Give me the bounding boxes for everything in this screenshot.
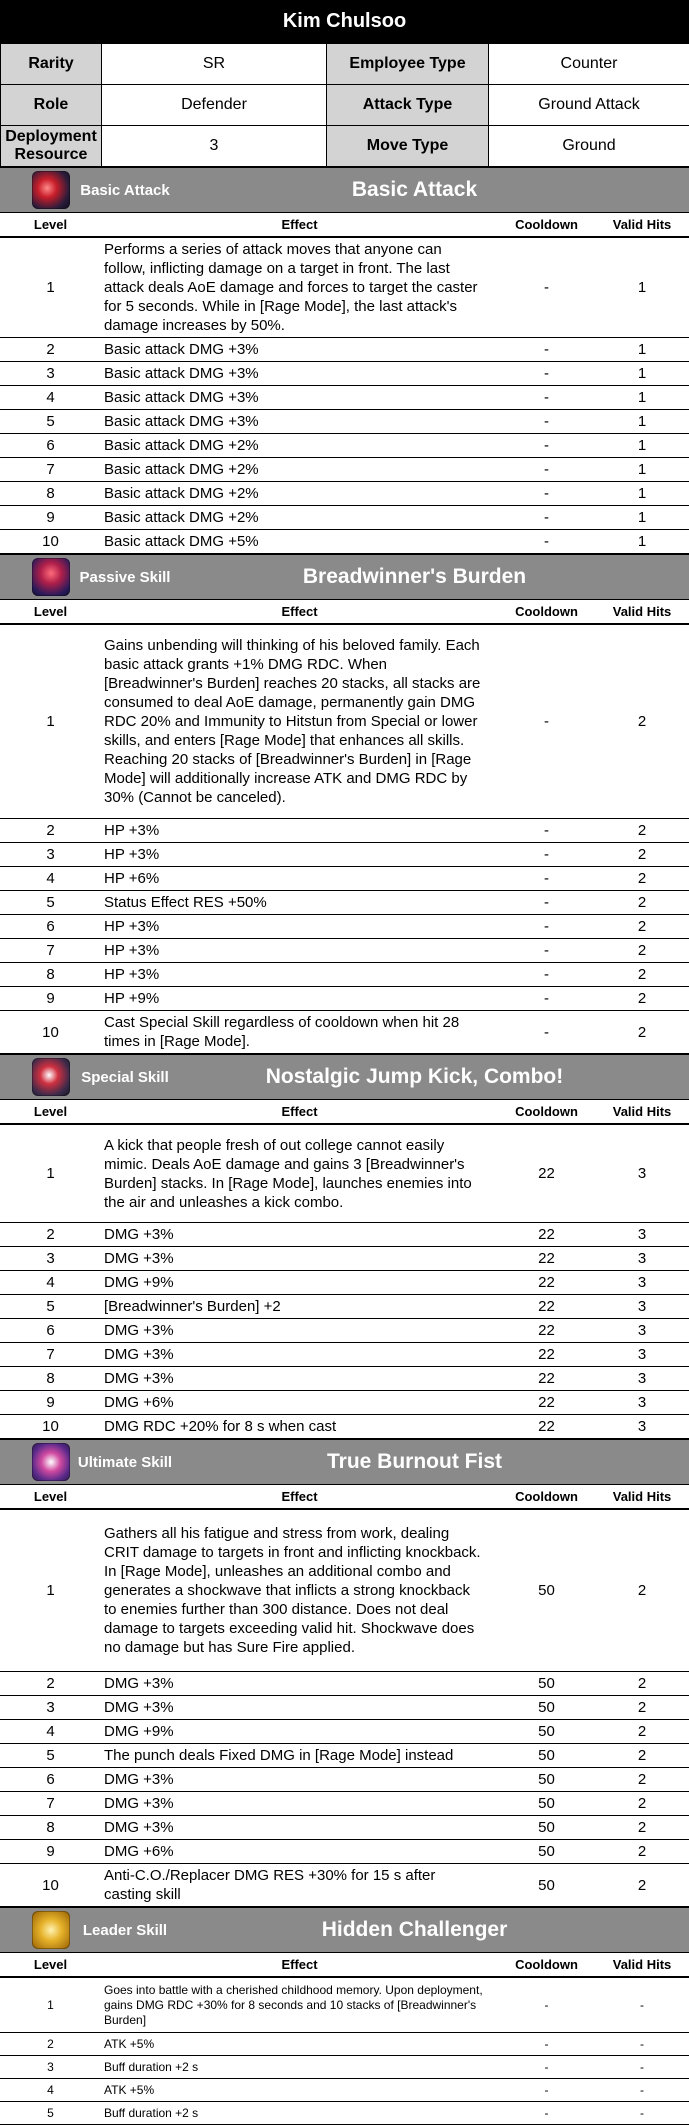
effect-cell: Basic attack DMG +2% [101,482,498,506]
effect-cell: DMG +3% [101,1816,498,1840]
table-row [0,963,689,987]
effect-cell: DMG +3% [101,1343,498,1367]
effect-cell: Goes into battle with a cherished childhood memory. Upon deployment, gains DMG RDC +30% for 8 seconds and 10 stacks of [Breadwinner's Burden] [101,1977,498,2033]
effect-cell: HP +6% [101,867,498,891]
valid-hits-cell: - [595,2102,689,2125]
cooldown-cell: - [498,506,595,530]
cooldown-cell: - [498,2033,595,2056]
valid-hits-cell: 3 [595,1271,689,1295]
valid-hits-cell: - [595,2056,689,2079]
level-cell: 3 [0,362,101,386]
employee-type-value: Counter [489,44,689,85]
cooldown-cell: - [498,987,595,1011]
effect-cell: Basic attack DMG +3% [101,386,498,410]
table-row [0,1816,689,1840]
cooldown-cell: 50 [498,1720,595,1744]
table-row [0,2056,689,2079]
cooldown-column-header: Cooldown [498,600,595,625]
skills-container [0,167,689,2125]
cooldown-cell: 50 [498,1744,595,1768]
effect-cell: Basic attack DMG +2% [101,506,498,530]
valid-hits-cell: 3 [595,1124,689,1223]
level-cell: 4 [0,386,101,410]
valid-hits-cell: 1 [595,530,689,554]
level-cell: 6 [0,1768,101,1792]
effect-cell: DMG +3% [101,1319,498,1343]
table-row [0,1295,689,1319]
leader-skill-icon [32,1911,70,1949]
passive-skill-icon [32,558,70,596]
level-cell: 8 [0,1816,101,1840]
effect-cell: Gathers all his fatigue and stress from work, dealing CRIT damage to targets in front and inflicting knockback. In [Rage Mode], unleashes an additional combo and generates a shockwave that inflicts a strong knockback to enemies further than 300 distance. Does not deal damage to targets exceeding valid hit. Shockwave does no damage but has Sure Fire applied. [101,1509,498,1672]
table-row [0,2033,689,2056]
skill-name: Hidden Challenger [180,1918,689,1942]
level-cell: 3 [0,1696,101,1720]
cooldown-cell: 50 [498,1768,595,1792]
valid-hits-cell: 3 [595,1343,689,1367]
cooldown-cell: - [498,338,595,362]
skill-table-header [0,213,689,238]
level-cell: 1 [0,237,101,338]
skill-section [0,167,689,554]
skill-table [0,212,689,554]
effect-cell: DMG RDC +20% for 8 s when cast [101,1415,498,1439]
table-row [0,1672,689,1696]
valid-hits-cell: 3 [595,1223,689,1247]
move-type-label: Move Type [327,126,489,167]
effect-cell: DMG +9% [101,1720,498,1744]
table-row [0,1977,689,2033]
effect-cell: Basic attack DMG +3% [101,410,498,434]
effect-cell: DMG +3% [101,1247,498,1271]
skill-table-header [0,1485,689,1510]
deployment-value: 3 [102,126,327,167]
effect-cell: Basic attack DMG +3% [101,362,498,386]
skill-type: Special Skill [70,1069,180,1086]
level-cell: 6 [0,915,101,939]
effect-cell: HP +3% [101,915,498,939]
skill-name: Nostalgic Jump Kick, Combo! [180,1065,689,1089]
cooldown-column-header: Cooldown [498,1485,595,1510]
table-row [0,1744,689,1768]
table-row [0,624,689,819]
level-cell: 5 [0,1744,101,1768]
level-cell: 9 [0,987,101,1011]
table-row [0,915,689,939]
valid-hits-cell: - [595,1977,689,2033]
cooldown-cell: - [498,434,595,458]
valid-hits-cell: 2 [595,867,689,891]
skill-header [0,167,689,212]
skill-header [0,1054,689,1099]
cooldown-cell: - [498,915,595,939]
level-cell: 7 [0,939,101,963]
table-row [0,1391,689,1415]
valid-hits-cell: 3 [595,1295,689,1319]
level-cell: 2 [0,819,101,843]
valid-hits-cell: 2 [595,939,689,963]
valid-hits-cell: 2 [595,915,689,939]
table-row [0,1696,689,1720]
skill-type: Ultimate Skill [70,1454,180,1471]
skill-table [0,599,689,1054]
level-cell: 3 [0,2056,101,2079]
level-cell: 7 [0,458,101,482]
effect-cell: A kick that people fresh of out college cannot easily mimic. Deals AoE damage and gains 3 [Breadwinner's Burden] stacks. In [Rage Mode], launches enemies into the air and unleashes a kick combo. [101,1124,498,1223]
valid-hits-column-header: Valid Hits [595,1953,689,1978]
table-row [0,530,689,554]
effect-cell: DMG +3% [101,1223,498,1247]
rarity-value: SR [102,44,327,85]
cooldown-cell: - [498,891,595,915]
level-cell: 4 [0,2079,101,2102]
valid-hits-cell: - [595,2033,689,2056]
cooldown-cell: - [498,410,595,434]
cooldown-cell: 22 [498,1271,595,1295]
effect-cell: ATK +5% [101,2033,498,2056]
level-column-header: Level [0,600,101,625]
table-row [0,1343,689,1367]
valid-hits-cell: 1 [595,506,689,530]
skill-section [0,1054,689,1439]
valid-hits-cell: 2 [595,1864,689,1907]
table-row [0,1864,689,1907]
skill-section [0,1439,689,1907]
level-cell: 8 [0,482,101,506]
effect-cell: Basic attack DMG +5% [101,530,498,554]
table-row [0,2102,689,2125]
effect-cell: Buff duration +2 s [101,2056,498,2079]
cooldown-cell: - [498,867,595,891]
table-row [0,386,689,410]
table-row [0,1319,689,1343]
valid-hits-column-header: Valid Hits [595,600,689,625]
effect-column-header: Effect [101,1100,498,1125]
role-label: Role [1,85,102,126]
cooldown-cell: - [498,819,595,843]
rarity-label: Rarity [1,44,102,85]
cooldown-cell: - [498,1011,595,1054]
effect-cell: HP +3% [101,939,498,963]
valid-hits-cell: 2 [595,1509,689,1672]
valid-hits-cell: 2 [595,1816,689,1840]
level-cell: 7 [0,1792,101,1816]
level-cell: 2 [0,2033,101,2056]
table-row [0,1720,689,1744]
special-skill-icon [32,1058,70,1096]
skill-header [0,1439,689,1484]
valid-hits-cell: 2 [595,987,689,1011]
ultimate-skill-icon [32,1443,70,1481]
effect-cell: DMG +3% [101,1792,498,1816]
valid-hits-cell: 3 [595,1247,689,1271]
info-row [1,44,689,85]
cooldown-cell: 22 [498,1124,595,1223]
level-column-header: Level [0,1485,101,1510]
level-cell: 4 [0,1271,101,1295]
table-row [0,1509,689,1672]
valid-hits-cell: 2 [595,891,689,915]
cooldown-cell: - [498,2056,595,2079]
effect-column-header: Effect [101,1485,498,1510]
valid-hits-column-header: Valid Hits [595,1485,689,1510]
table-row [0,1011,689,1054]
table-row [0,1792,689,1816]
table-row [0,410,689,434]
cooldown-cell: 22 [498,1223,595,1247]
level-cell: 1 [0,1977,101,2033]
table-row [0,1124,689,1223]
cooldown-cell: - [498,362,595,386]
effect-cell: Buff duration +2 s [101,2102,498,2125]
table-row [0,362,689,386]
level-cell: 1 [0,624,101,819]
effect-cell: DMG +9% [101,1271,498,1295]
level-cell: 8 [0,963,101,987]
cooldown-cell: - [498,2079,595,2102]
table-row [0,237,689,338]
skill-section [0,1907,689,2125]
cooldown-column-header: Cooldown [498,1100,595,1125]
level-cell: 2 [0,1223,101,1247]
level-cell: 10 [0,1011,101,1054]
cooldown-cell: - [498,939,595,963]
valid-hits-cell: 1 [595,434,689,458]
level-cell: 9 [0,1391,101,1415]
cooldown-cell: 50 [498,1509,595,1672]
cooldown-cell: - [498,237,595,338]
cooldown-cell: 22 [498,1319,595,1343]
skill-type: Basic Attack [70,182,180,199]
table-row [0,1768,689,1792]
skill-table [0,1099,689,1439]
info-row [1,85,689,126]
skill-type: Leader Skill [70,1922,180,1939]
cooldown-cell: 50 [498,1792,595,1816]
valid-hits-cell: 2 [595,1840,689,1864]
skill-table-header [0,1100,689,1125]
valid-hits-cell: 2 [595,843,689,867]
cooldown-cell: 50 [498,1840,595,1864]
effect-cell: HP +3% [101,819,498,843]
level-cell: 1 [0,1124,101,1223]
table-row [0,939,689,963]
info-table [0,43,689,167]
cooldown-cell: 22 [498,1343,595,1367]
skill-table-header [0,1953,689,1978]
effect-cell: Performs a series of attack moves that anyone can follow, inflicting damage on a target in front. The last attack deals AoE damage and forces to target the caster for 5 seconds. While in [Rage Mode], the last attack's damage increases by 50%. [101,237,498,338]
level-cell: 9 [0,506,101,530]
valid-hits-cell: 1 [595,338,689,362]
table-row [0,1415,689,1439]
effect-cell: DMG +3% [101,1672,498,1696]
cooldown-cell: - [498,386,595,410]
info-row [1,126,689,167]
level-cell: 6 [0,434,101,458]
effect-cell: HP +9% [101,987,498,1011]
effect-column-header: Effect [101,213,498,238]
level-cell: 8 [0,1367,101,1391]
role-value: Defender [102,85,327,126]
cooldown-cell: 22 [498,1367,595,1391]
level-cell: 4 [0,867,101,891]
valid-hits-cell: 2 [595,1768,689,1792]
cooldown-cell: - [498,624,595,819]
table-row [0,1367,689,1391]
valid-hits-cell: 2 [595,1011,689,1054]
skill-header [0,1907,689,1952]
effect-cell: Basic attack DMG +2% [101,434,498,458]
level-cell: 3 [0,1247,101,1271]
table-row [0,1223,689,1247]
valid-hits-cell: 1 [595,362,689,386]
valid-hits-cell: 2 [595,1720,689,1744]
cooldown-cell: 50 [498,1816,595,1840]
table-row [0,434,689,458]
skill-table-header [0,600,689,625]
attack-type-value: Ground Attack [489,85,689,126]
skill-table [0,1952,689,2125]
cooldown-cell: 50 [498,1864,595,1907]
table-row [0,338,689,362]
basic-attack-icon [32,171,70,209]
move-type-value: Ground [489,126,689,167]
effect-column-header: Effect [101,600,498,625]
table-row [0,458,689,482]
table-row [0,843,689,867]
valid-hits-cell: 1 [595,410,689,434]
valid-hits-cell: 3 [595,1367,689,1391]
table-row [0,482,689,506]
cooldown-cell: 50 [498,1696,595,1720]
effect-cell: DMG +6% [101,1840,498,1864]
effect-cell: ATK +5% [101,2079,498,2102]
cooldown-column-header: Cooldown [498,1953,595,1978]
effect-cell: The punch deals Fixed DMG in [Rage Mode] instead [101,1744,498,1768]
deployment-label: Deployment Resource [1,126,102,167]
cooldown-cell: 22 [498,1415,595,1439]
level-cell: 5 [0,410,101,434]
effect-cell: Status Effect RES +50% [101,891,498,915]
table-row [0,867,689,891]
valid-hits-cell: 2 [595,1672,689,1696]
effect-cell: Basic attack DMG +2% [101,458,498,482]
table-row [0,891,689,915]
level-cell: 3 [0,843,101,867]
level-cell: 4 [0,1720,101,1744]
effect-cell: DMG +3% [101,1696,498,1720]
effect-cell: Anti-C.O./Replacer DMG RES +30% for 15 s after casting skill [101,1864,498,1907]
cooldown-cell: - [498,1977,595,2033]
valid-hits-cell: 1 [595,482,689,506]
effect-column-header: Effect [101,1953,498,1978]
effect-cell: Gains unbending will thinking of his beloved family. Each basic attack grants +1% DMG RDC. When [Breadwinner's Burden] reaches 20 stacks, all stacks are consumed to deal AoE damage, permanently gain DMG RDC 20% and Immunity to Hitstun from Special or lower skills, and enters [Rage Mode] that enhances all skills. Reaching 20 stacks of [Breadwinner's Burden] in [Rage Mode] will additionally increase ATK and DMG RDC by 30% (Cannot be canceled). [101,624,498,819]
effect-cell: HP +3% [101,963,498,987]
skill-name: Basic Attack [180,178,689,202]
valid-hits-cell: 1 [595,237,689,338]
cooldown-cell: 22 [498,1295,595,1319]
table-row [0,987,689,1011]
valid-hits-cell: 1 [595,458,689,482]
employee-type-label: Employee Type [327,44,489,85]
table-row [0,1247,689,1271]
valid-hits-cell: 2 [595,1792,689,1816]
skill-section [0,554,689,1054]
cooldown-cell: - [498,843,595,867]
skill-name: True Burnout Fist [180,1450,689,1474]
level-cell: 10 [0,1415,101,1439]
effect-cell: [Breadwinner's Burden] +2 [101,1295,498,1319]
valid-hits-cell: 2 [595,819,689,843]
skill-name: Breadwinner's Burden [180,565,689,589]
cooldown-column-header: Cooldown [498,213,595,238]
level-cell: 2 [0,338,101,362]
level-column-header: Level [0,1953,101,1978]
valid-hits-cell: 3 [595,1391,689,1415]
level-cell: 5 [0,2102,101,2125]
level-cell: 6 [0,1319,101,1343]
table-row [0,2079,689,2102]
valid-hits-cell: 2 [595,1696,689,1720]
skill-type: Passive Skill [70,569,180,586]
cooldown-cell: - [498,482,595,506]
valid-hits-column-header: Valid Hits [595,213,689,238]
valid-hits-cell: 2 [595,963,689,987]
effect-cell: DMG +6% [101,1391,498,1415]
effect-cell: DMG +3% [101,1768,498,1792]
skill-header [0,554,689,599]
effect-cell: DMG +3% [101,1367,498,1391]
level-cell: 1 [0,1509,101,1672]
level-cell: 5 [0,891,101,915]
level-cell: 7 [0,1343,101,1367]
effect-cell: Cast Special Skill regardless of cooldown when hit 28 times in [Rage Mode]. [101,1011,498,1054]
cooldown-cell: - [498,458,595,482]
attack-type-label: Attack Type [327,85,489,126]
table-row [0,1271,689,1295]
level-cell: 2 [0,1672,101,1696]
level-cell: 5 [0,1295,101,1319]
skill-table [0,1484,689,1907]
level-column-header: Level [0,1100,101,1125]
cooldown-cell: - [498,2102,595,2125]
effect-cell: Basic attack DMG +3% [101,338,498,362]
valid-hits-cell: 3 [595,1319,689,1343]
valid-hits-cell: 2 [595,1744,689,1768]
table-row [0,506,689,530]
cooldown-cell: 22 [498,1391,595,1415]
page-title: Kim Chulsoo [0,0,689,43]
valid-hits-cell: 2 [595,624,689,819]
level-cell: 9 [0,1840,101,1864]
valid-hits-cell: 3 [595,1415,689,1439]
table-row [0,819,689,843]
level-cell: 10 [0,1864,101,1907]
valid-hits-cell: - [595,2079,689,2102]
cooldown-cell: - [498,530,595,554]
cooldown-cell: 22 [498,1247,595,1271]
cooldown-cell: - [498,963,595,987]
table-row [0,1840,689,1864]
cooldown-cell: 50 [498,1672,595,1696]
effect-cell: HP +3% [101,843,498,867]
valid-hits-cell: 1 [595,386,689,410]
level-column-header: Level [0,213,101,238]
level-cell: 10 [0,530,101,554]
valid-hits-column-header: Valid Hits [595,1100,689,1125]
